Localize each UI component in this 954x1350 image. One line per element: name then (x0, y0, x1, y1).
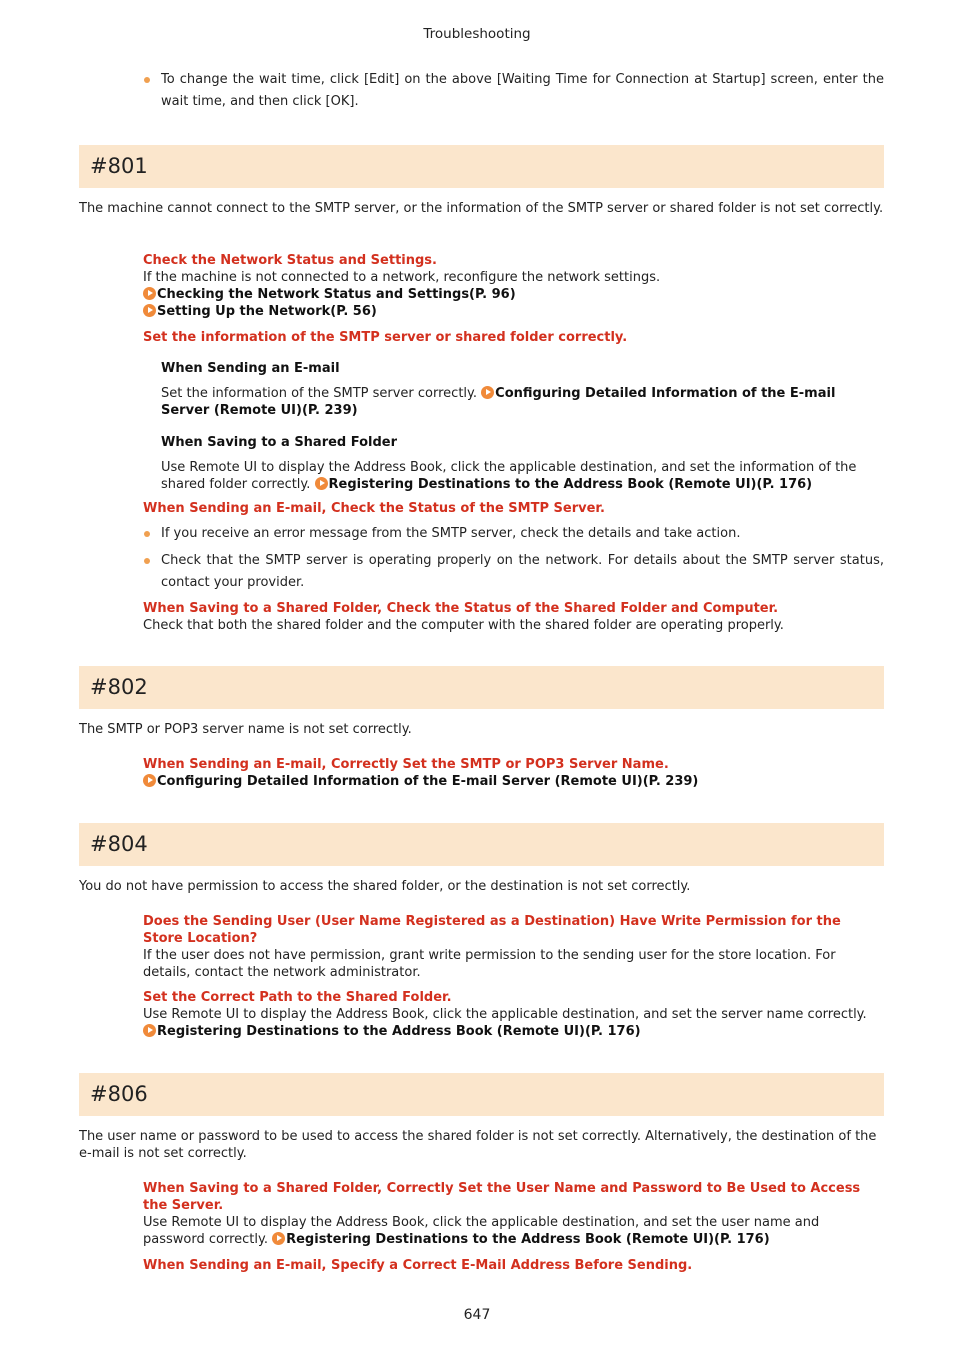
error-description-801: The machine cannot connect to the SMTP server, or the information of the SMTP server or shared folder is not set correctly. (79, 201, 884, 216)
arrow-circle-icon (315, 477, 328, 490)
step-title: When Sending an E-mail, Correctly Set the SMTP or POP3 Server Name. (143, 757, 669, 772)
step-text: If the user does not have permission, grant write permission to the sending user for the store location. For details, contact the network administrator. (143, 948, 836, 980)
step-801-2 (143, 329, 884, 346)
sub-text: Set the information of the SMTP server correctly. Configuring Detailed Information of the E-mail Server (Remote UI)(P. 239) (161, 386, 836, 418)
error-code-band-801 (79, 145, 884, 188)
step-806-2 (143, 1257, 884, 1274)
page-number: 647 (463, 1307, 491, 1323)
arrow-circle-icon (143, 774, 156, 787)
arrow-circle-icon (143, 287, 156, 300)
step-title: Set the information of the SMTP server or shared folder correctly. (143, 330, 628, 345)
link-address-book-804[interactable]: Registering Destinations to the Address Book (Remote UI)(P. 176) (143, 1024, 641, 1039)
error-code-band-806 (79, 1073, 884, 1116)
step-title: When Sending an E-mail, Check the Status of the SMTP Server. (143, 501, 605, 516)
error-description-804: You do not have permission to access the shared folder, or the destination is not set correctly. (79, 879, 691, 894)
link-network-status[interactable]: Checking the Network Status and Settings(P. 96) (143, 286, 884, 303)
step-title: Does the Sending User (User Name Registered as a Destination) Have Write Permission for the Store Location? (143, 914, 841, 946)
step-801-1 (143, 252, 884, 320)
arrow-circle-icon (143, 304, 156, 317)
error-code-band-802 (79, 666, 884, 709)
sub-text: Use Remote UI to display the Address Book, click the applicable destination, and set the information of the shared folder correctly. Registering Destinations to the Address Book (Remote UI)(P. 176) (161, 460, 857, 492)
error-code-band-804 (79, 823, 884, 866)
link-email-server-802[interactable]: Configuring Detailed Information of the E-mail Server (Remote UI)(P. 239) (143, 773, 884, 790)
error-code-801: #801 (90, 154, 148, 178)
step-text: Check that both the shared folder and the computer with the shared folder are operating properly. (143, 618, 784, 633)
intro-bullet: To change the wait time, click [Edit] on the above [Waiting Time for Connection at Startup] screen, enter the wait time, and then click [OK]. (143, 69, 884, 113)
link-email-server[interactable]: Configuring Detailed Information of the E-mail Server (Remote UI)(P. 239) (161, 386, 836, 418)
step-text: Use Remote UI to display the Address Book, click the applicable destination, and set the server name correctly. Registering Destinations to the Address Book (Remote UI)(P. 176) (143, 1007, 867, 1039)
sub-email-801 (161, 360, 884, 419)
running-header: Troubleshooting (423, 26, 531, 42)
step-title: Check the Network Status and Settings. (143, 253, 437, 268)
bullet-dot-icon (144, 531, 150, 537)
step-text: Use Remote UI to display the Address Book, click the applicable destination, and set the user name and password correctly. Registering Destinations to the Address Book (Remote UI)(P. 176) (143, 1215, 820, 1247)
step-title: When Sending an E-mail, Specify a Correct E-Mail Address Before Sending. (143, 1258, 693, 1273)
sub-title: When Saving to a Shared Folder (161, 435, 398, 450)
step-804-1 (143, 913, 884, 981)
error-code-806: #806 (90, 1082, 148, 1106)
step-text: If the machine is not connected to a network, reconfigure the network settings. (143, 270, 661, 285)
step-806-1 (143, 1180, 884, 1248)
step-title: When Saving to a Shared Folder, Correctly Set the User Name and Password to Be Used to Access the Server. (143, 1181, 861, 1213)
bullet-dot-icon (144, 558, 150, 564)
step-801-3-bullet-1: If you receive an error message from the SMTP server, check the details and take action. (143, 523, 884, 545)
error-code-804: #804 (90, 832, 148, 856)
step-801-3-bullet-2: Check that the SMTP server is operating properly on the network. For details about the SMTP server status, contact your provider. (143, 550, 884, 594)
arrow-circle-icon (143, 1024, 156, 1037)
error-description-806: The user name or password to be used to access the shared folder is not set correctly. Alternatively, the destination of the e-mail is not set correctly. (79, 1129, 877, 1161)
arrow-circle-icon (272, 1232, 285, 1245)
error-description-802: The SMTP or POP3 server name is not set correctly. (79, 722, 412, 737)
step-801-4 (143, 600, 884, 634)
arrow-circle-icon (481, 386, 494, 399)
step-802-1 (143, 756, 884, 790)
bullet-dot-icon (144, 77, 150, 83)
step-804-2 (143, 989, 884, 1040)
link-network-setup[interactable]: Setting Up the Network(P. 56) (143, 303, 884, 320)
step-title: Set the Correct Path to the Shared Folder. (143, 990, 452, 1005)
sub-title: When Sending an E-mail (161, 361, 340, 376)
link-address-book[interactable]: Registering Destinations to the Address Book (Remote UI)(P. 176) (315, 477, 813, 492)
link-address-book-806[interactable]: Registering Destinations to the Address Book (Remote UI)(P. 176) (272, 1232, 770, 1247)
sub-shared-folder-801 (161, 434, 884, 493)
step-801-3 (143, 500, 884, 517)
step-title: When Saving to a Shared Folder, Check the Status of the Shared Folder and Computer. (143, 601, 779, 616)
error-code-802: #802 (90, 675, 148, 699)
